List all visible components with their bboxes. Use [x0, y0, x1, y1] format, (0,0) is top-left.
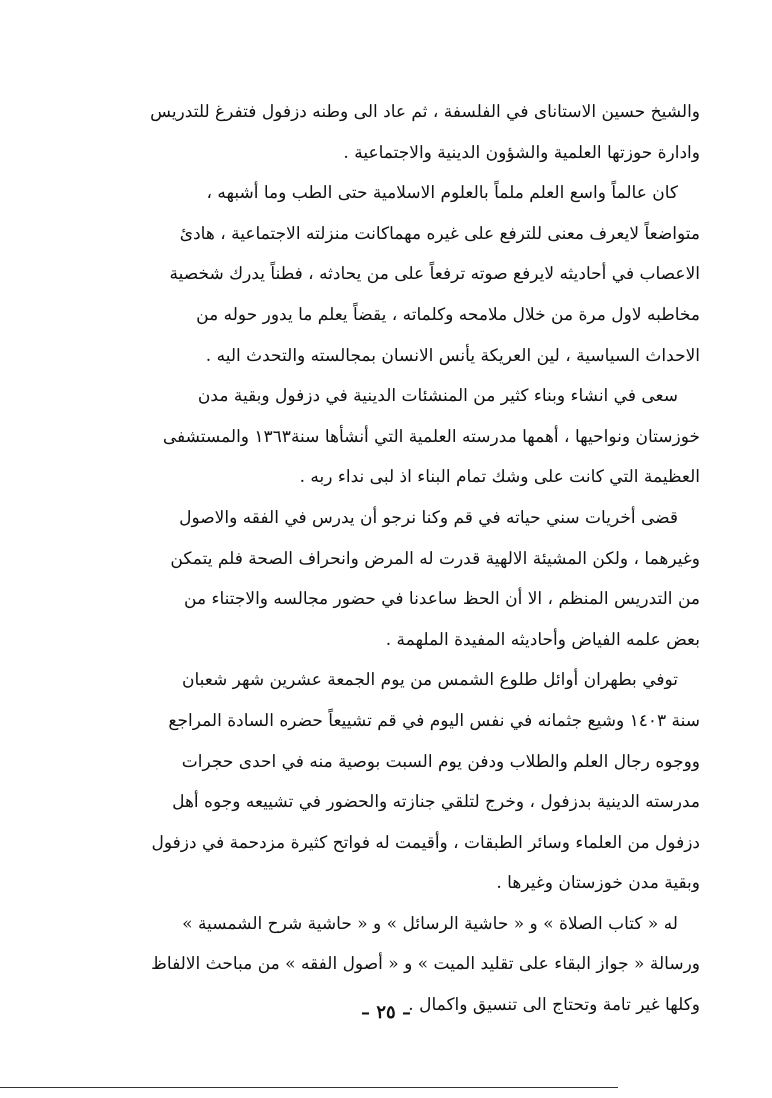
text-line-11: قضى أخريات سني حياته في قم وكنا نرجو أن يدرس في الفقه والاصول: [179, 507, 678, 528]
text-line-6: مخاطبه لاول مرة من خلال ملامحه وكلماته ، يقضاً يعلم ما يدور حوله من: [196, 304, 700, 325]
body-text: [150, 92, 700, 1026]
text-line-9: خوزستان ونواحيها ، أهمها مدرسته العلمية التي أنشأها سنة١٣٦٣ والمستشفى: [162, 426, 700, 447]
text-line-5: الاعصاب في أحاديثه لايرفع صوته ترفعاً على من يحادثه ، فطناً يدرك شخصية: [169, 264, 700, 285]
bottom-divider: [0, 1087, 618, 1088]
text-line-13: من التدريس المنظم ، الا أن الحظ ساعدنا في حضور مجالسه والاجتناء من: [184, 589, 700, 610]
text-line-2: وادارة حوزتها العلمية والشؤون الدينية والاجتماعية .: [343, 142, 700, 163]
text-line-8: سعى في انشاء وبناء كثير من المنشئات الدينية في دزفول وبقية مدن: [197, 386, 678, 407]
text-line-20: وبقية مدن خوزستان وغيرها .: [496, 873, 700, 894]
text-line-1: والشيخ حسين الاستاناى في الفلسفة ، ثم عاد الى وطنه دزفول فتفرغ للتدريس: [150, 102, 700, 122]
text-line-17: ووجوه رجال العلم والطلاب ودفن يوم السبت بوصية منه في احدى حجرات: [181, 751, 700, 772]
text-line-19: دزفول من العلماء وسائر الطبقات ، وأقيمت له فواتح كثيرة مزدحمة في دزفول: [151, 832, 700, 853]
text-line-3: كان عالماً واسع العلم ملماً بالعلوم الاسلامية حتى الطب وما أشبهه ،: [206, 183, 678, 204]
page-number: – ٢٥ –: [361, 1002, 411, 1023]
text-line-23: وكلها غير تامة وتحتاج الى تنسيق واكمال .: [408, 995, 700, 1016]
text-line-21: له « كتاب الصلاة » و « حاشية الرسائل » و « حاشية شرح الشمسية »: [182, 913, 678, 934]
text-line-18: مدرسته الدينية بدزفول ، وخرج لتلقي جنازته والحضور في تشييعه وجوه أهل: [172, 792, 700, 813]
text-line-15: توفي بطهران أوائل طلوع الشمس من يوم الجمعة عشرين شهر شعبان: [181, 670, 678, 691]
text-line-7: الاحداث السياسية ، لين العريكة يأنس الانسان بمجالسته والتحدث اليه .: [205, 345, 700, 366]
text-line-12: وغيرهما ، ولكن المشيئة الالهية قدرت له المرض وانحراف الصحة فلم يتمكن: [170, 548, 700, 569]
text-line-14: بعض علمه الفياض وأحاديثه المفيدة الملهمة .: [385, 629, 700, 650]
text-line-4: متواضعاً لايعرف معنى للترفع على غيره مهماكانت منزلته الاجتماعية ، هادئ: [179, 223, 700, 244]
text-line-22: ورسالة « جواز البقاء على تقليد الميت » و « أصول الفقه » من مباحث الالفاظ: [151, 954, 700, 975]
text-line-10: العظيمة التي كانت على وشك تمام البناء اذ لبى نداء ربه .: [299, 467, 700, 488]
text-line-16: سنة ١٤٠٣ وشيع جثمانه في نفس اليوم في قم تشييعاً حضره السادة المراجع: [168, 710, 700, 731]
